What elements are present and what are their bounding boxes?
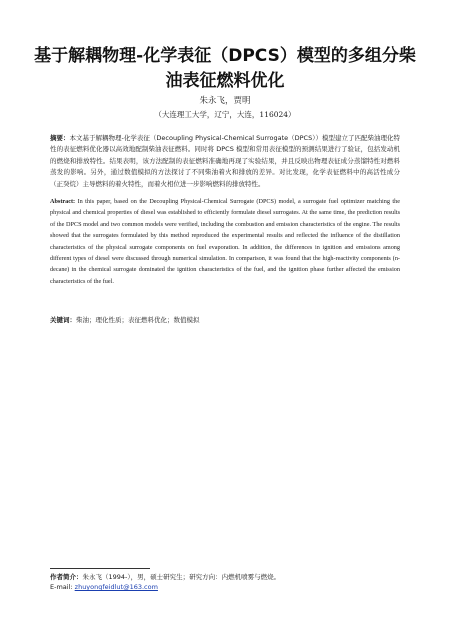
abstract-english	[50, 196, 400, 287]
paper-title: 基于解耦物理-化学表征（DPCS）模型的多组分柴油表征燃料优化	[34, 46, 416, 91]
footnote-divider	[50, 568, 150, 569]
abstract-cn-text: 本文基于解耦物理-化学表征（Decoupling Physical-Chemical Surrogate（DPCS））模型建立了匹配柴油理化特性的表征燃料优化器以高效地配制柴油表征燃料。同时将 DPCS 模型和常用表征模型的预测结果进行了验证，包括发动机的燃烧和排放特性。结果表明，该方法配制的表征燃料准确地再现了实验结果，并且反映出物理表征成分蒸馏特性对燃料蒸发的影响。另外，通过数值模拟的方法探讨了不同柴油着火和排放的差异。对比发现，化学表征燃料中的高活性成分（正癸烷）主导燃料的着火特性，而着火相位进一步影响燃料的排放特性。	[50, 134, 401, 188]
abstract-cn-label: 摘要：	[50, 134, 70, 142]
abstract-en-text: In this paper, based on the Decoupling Physical-Chemical Surrogate (DPCS) model, a surrogate fuel optimizer matching the physical and chemical properties of diesel was established to efficiently formulate diesel surrogates. At the same time, the prediction results of the DPCS model and two common models were verified, including the combustion and emission characteristics of the engine. The results showed that the surrogates formulated by this method reproduced the experimental results and reflected the influence of the distillation characteristics of the physical surrogate components on fuel evaporation. In addition, the differences in ignition and emissions among different types of diesel were discussed through numerical simulation. In comparison, it was found that the high-reactivity components (n-decane) in the chemical surrogate dominated the ignition characteristics of the fuel, and the ignition phase further affected the emission characteristics of the fuel.	[50, 198, 400, 285]
email-line	[50, 582, 400, 592]
email-link[interactable]: zhuyongfeidlut@163.com	[74, 583, 158, 591]
abstract-chinese	[50, 133, 400, 190]
author-bio-label: 作者简介：	[50, 573, 83, 581]
keywords-text: 柴油；理化性质；表征燃料优化；数值模拟	[76, 316, 200, 324]
keywords	[50, 315, 400, 326]
email-label: E-mail:	[50, 583, 73, 591]
author-bio	[50, 572, 400, 582]
keywords-label: 关键词：	[50, 316, 76, 324]
author-bio-text: 朱永飞（1994-），男，硕士研究生；研究方向：内燃机喷雾与燃烧。	[82, 573, 281, 581]
affiliation: （大连理工大学，辽宁，大连，116024）	[154, 110, 296, 119]
footnote	[50, 572, 400, 592]
authors: 朱永飞，贾明	[199, 96, 251, 106]
abstract-en-label: Abstract:	[50, 198, 76, 205]
